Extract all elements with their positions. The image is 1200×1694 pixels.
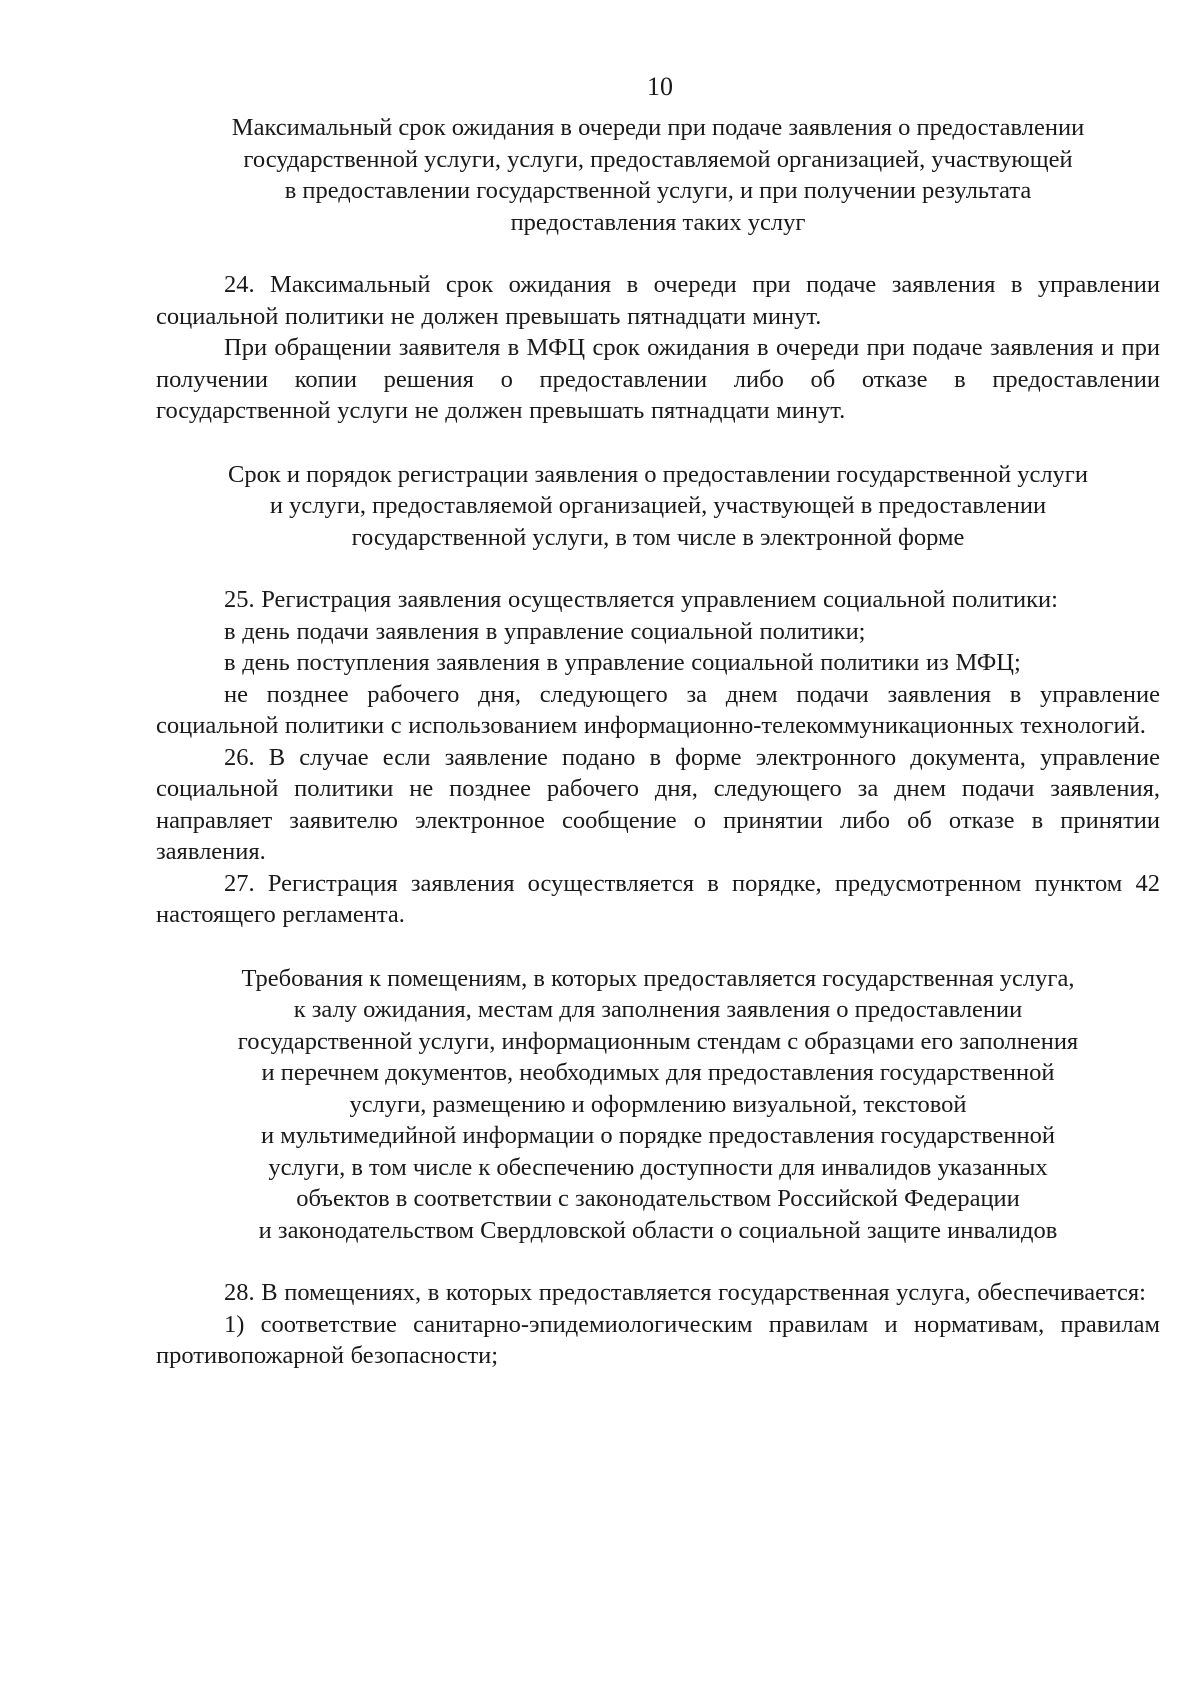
paragraph-25: 25. Регистрация заявления осуществляется управлением социальной политики: <box>224 586 1058 613</box>
heading-line: и законодательством Свердловской области о социальной защите инвалидов <box>258 1216 1058 1244</box>
page-number: 10 <box>647 72 673 101</box>
list-item-next-working-day: не позднее рабочего дня, следующего за днем подачи заявления в управление социальной политики с использованием информационно-телекоммуникационных технологий. <box>156 680 1160 739</box>
heading-line: Максимальный срок ожидания в очереди при подаче заявления о предоставлении <box>231 114 1085 141</box>
list-item-filing-day: в день подачи заявления в управление социальной политики; <box>224 617 866 645</box>
heading-line: к залу ожидания, местам для заполнения заявления о предоставлении <box>293 996 1023 1023</box>
list-item-sanitary-compliance: 1) соответствие санитарно-эпидемиологическим правилам и нормативам, правилам противопожарной безопасности; <box>156 1310 1160 1369</box>
section-heading-premises <box>156 963 1160 1247</box>
section-heading-registration <box>156 459 1160 554</box>
heading-line: в предоставлении государственной услуги, и при получении результата <box>284 177 1032 204</box>
heading-line: предоставления таких услуг <box>510 208 806 236</box>
paragraph-24: 24. Максимальный срок ожидания в очереди при подаче заявления в управлении социальной политики не должен превышать пятнадцати минут. <box>156 271 1160 330</box>
heading-line: услуги, размещению и оформлению визуальной, текстовой <box>349 1090 967 1118</box>
paragraph-28: 28. В помещениях, в которых предоставляется государственная услуга, обеспечивается: <box>224 1279 1146 1306</box>
heading-line: и перечнем документов, необходимых для предоставления государственной <box>261 1059 1055 1086</box>
heading-line: государственной услуги, услуги, предоставляемой организацией, участвующей <box>243 145 1073 173</box>
paragraph-26: 26. В случае если заявление подано в форме электронного документа, управление социальной политики не позднее рабочего дня, следующего за днем подачи заявления, направляет заявителю электронное сообщение о принятии либо об отказе в принятии заявления. <box>156 743 1160 865</box>
section-heading-queue-time <box>156 112 1160 238</box>
heading-line: и услуги, предоставляемой организацией, участвующей в предоставлении <box>269 492 1047 519</box>
heading-line: государственной услуги, в том числе в электронной форме <box>351 523 965 551</box>
list-item-mfc-receipt-day: в день поступления заявления в управление социальной политики из МФЦ; <box>224 649 1021 676</box>
paragraph-mfc-queue: При обращении заявителя в МФЦ срок ожидания в очереди при подаче заявления и при получении копии решения о предоставлении либо об отказе в предоставлении государственной услуги не должен превышать пятнадцати минут. <box>156 334 1160 424</box>
heading-line: Требования к помещениям, в которых предоставляется государственная услуга, <box>241 964 1075 992</box>
paragraph-27: 27. Регистрация заявления осуществляется в порядке, предусмотренном пунктом 42 настоящего регламента. <box>156 869 1160 928</box>
heading-line: Срок и порядок регистрации заявления о предоставлении государственной услуги <box>228 460 1088 488</box>
document-body <box>156 112 1160 1372</box>
heading-line: объектов в соответствии с законодательством Российской Федерации <box>296 1185 1020 1212</box>
heading-line: услуги, в том числе к обеспечению доступности для инвалидов указанных <box>268 1153 1048 1181</box>
heading-line: и мультимедийной информации о порядке предоставления государственной <box>260 1122 1055 1149</box>
heading-line: государственной услуги, информационным стендам с образцами его заполнения <box>237 1027 1079 1055</box>
